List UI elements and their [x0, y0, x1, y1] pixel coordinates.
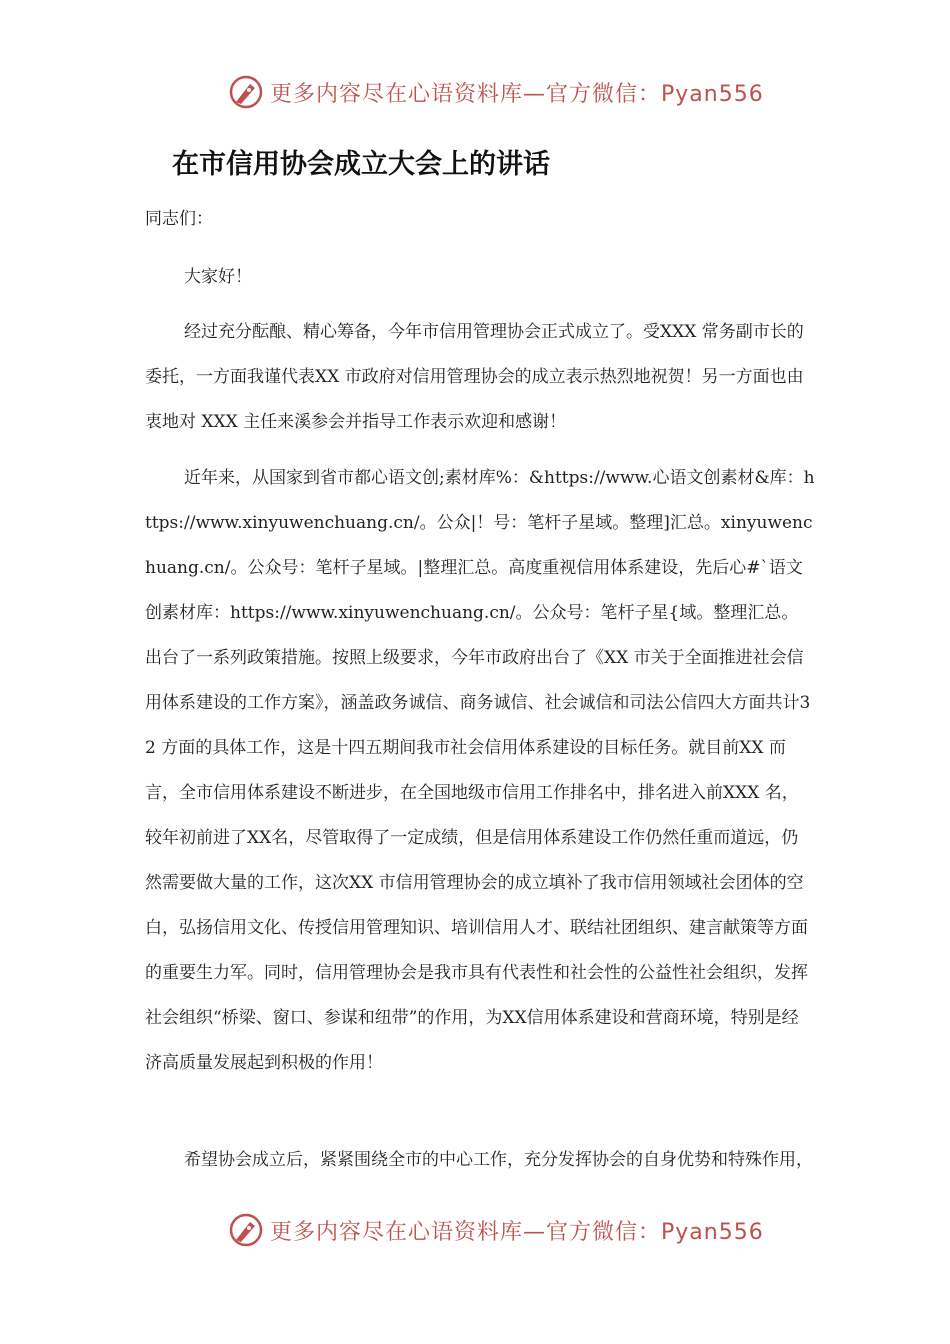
header-watermark: [228, 72, 764, 112]
watermark-text: 更多内容尽在心语资料库—官方微信：Pyan556: [270, 1219, 764, 1245]
paragraph: 经过充分酝酿、精心筹备，今年市信用管理协会正式成立了。受XXX 常务副市长的委托，一方面我谨代表XX 市政府对信用管理协会的成立表示热烈地祝贺！另一方面也由衷地对 XXX 主任来溪参会并指导工作表示欢迎和感谢！: [145, 322, 804, 432]
pen-nib-logo-icon: [228, 74, 264, 110]
greeting: 大家好！: [184, 267, 252, 287]
salutation: 同志们：: [145, 209, 213, 229]
pen-nib-logo-icon: [228, 1212, 264, 1248]
document-title: 在市信用协会成立大会上的讲话: [172, 149, 550, 180]
paragraph: 近年来，从国家到省市都心语文创;素材库%：&https://www.心语文创素材&库：https://www.xinyuwenchuang.cn/。公众|！号：笔杆子星域。整理]汇总。xinyuwenchuang.cn/。公众号：笔杆子星域。|整理汇总。高度重视信用体系建设，先后心#`语文创素材库：https://www.xinyuwenchuang.cn/。公众号：笔杆子星{域。整理汇总。出台了一系列政策措施。按照上级要求，今年市政府出台了《XX 市关于全面推进社会信用体系建设的工作方案》，涵盖政务诚信、商务诚信、社会诚信和司法公信四大方面共计32 方面的具体工作，这是十四五期间我市社会信用体系建设的目标任务。就目前XX 而言，全市信用体系建设不断进步，在全国地级市信用工作排名中，排名进入前XXX 名，较年初前进了XX名，尽管取得了一定成绩，但是信用体系建设工作仍然任重而道远，仍然需要做大量的工作，这次XX 市信用管理协会的成立填补了我市信用领域社会团体的空白，弘扬信用文化、传授信用管理知识、培训信用人才、联结社团组织、建言献策等方面的重要生力军。同时，信用管理协会是我市具有代表性和社会性的公益性社会组织，发挥社会组织“桥梁、窗口、参谋和纽带”的作用，为XX信用体系建设和营商环境，特别是经济高质量发展起到积极的作用！: [145, 468, 815, 1073]
footer-watermark: [228, 1210, 764, 1250]
watermark-text: 更多内容尽在心语资料库—官方微信：Pyan556: [270, 81, 764, 107]
paragraph: 希望协会成立后，紧紧围绕全市的中心工作，充分发挥协会的自身优势和特殊作用，: [184, 1150, 813, 1170]
